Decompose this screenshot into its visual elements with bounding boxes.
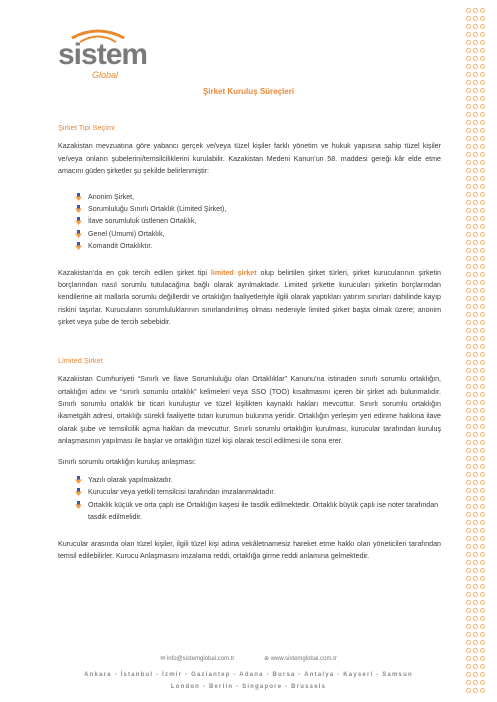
decorative-ring bbox=[466, 632, 471, 637]
decorative-ring bbox=[473, 632, 478, 637]
decorative-ring bbox=[466, 280, 471, 285]
footer-email[interactable]: ✉ info@sistemglobal.com.tr bbox=[160, 656, 235, 662]
highlight-limited-sirket: limited şirket bbox=[210, 268, 257, 277]
decorative-ring bbox=[473, 512, 478, 517]
decorative-ring bbox=[466, 64, 471, 69]
decorative-ring bbox=[473, 600, 478, 605]
decorative-border-left bbox=[466, 8, 472, 693]
arrow-down-bullet-icon bbox=[75, 488, 82, 496]
decorative-ring bbox=[480, 312, 485, 317]
arrow-down-bullet-icon bbox=[75, 205, 82, 213]
list-item: Genel (Umumi) Ortaklık, bbox=[75, 228, 441, 240]
decorative-ring bbox=[473, 424, 478, 429]
decorative-ring bbox=[473, 560, 478, 565]
decorative-ring bbox=[480, 72, 485, 77]
decorative-ring bbox=[473, 568, 478, 573]
decorative-ring bbox=[480, 520, 485, 525]
decorative-ring bbox=[466, 400, 471, 405]
decorative-ring bbox=[480, 264, 485, 269]
decorative-ring bbox=[480, 176, 485, 181]
arrow-down-bullet-icon bbox=[75, 476, 82, 484]
decorative-ring bbox=[473, 320, 478, 325]
decorative-ring bbox=[466, 32, 471, 37]
decorative-ring bbox=[480, 368, 485, 373]
decorative-ring bbox=[480, 136, 485, 141]
decorative-ring bbox=[473, 376, 478, 381]
decorative-ring bbox=[466, 560, 471, 565]
decorative-ring bbox=[480, 128, 485, 133]
decorative-ring bbox=[473, 296, 478, 301]
decorative-ring bbox=[480, 168, 485, 173]
decorative-ring bbox=[473, 184, 478, 189]
decorative-ring bbox=[466, 176, 471, 181]
decorative-ring bbox=[473, 408, 478, 413]
decorative-ring bbox=[480, 384, 485, 389]
decorative-ring bbox=[480, 328, 485, 333]
decorative-ring bbox=[480, 664, 485, 669]
decorative-ring bbox=[466, 488, 471, 493]
decorative-ring bbox=[466, 136, 471, 141]
arrow-down-bullet-icon bbox=[75, 217, 82, 225]
decorative-ring bbox=[480, 344, 485, 349]
decorative-ring bbox=[466, 552, 471, 557]
decorative-ring bbox=[466, 296, 471, 301]
decorative-ring bbox=[473, 288, 478, 293]
decorative-ring bbox=[480, 48, 485, 53]
decorative-ring bbox=[466, 320, 471, 325]
decorative-ring bbox=[466, 184, 471, 189]
decorative-ring bbox=[466, 16, 471, 21]
decorative-ring bbox=[473, 104, 478, 109]
decorative-ring bbox=[466, 432, 471, 437]
decorative-ring bbox=[466, 328, 471, 333]
decorative-ring bbox=[466, 576, 471, 581]
decorative-ring bbox=[480, 256, 485, 261]
decorative-ring bbox=[466, 112, 471, 117]
paragraph-agreement-intro: Sınırlı sorumlu ortaklığın kuruluş anlaşması: bbox=[58, 457, 196, 466]
decorative-ring bbox=[480, 488, 485, 493]
decorative-ring bbox=[466, 152, 471, 157]
decorative-ring bbox=[466, 480, 471, 485]
decorative-ring bbox=[480, 400, 485, 405]
decorative-ring bbox=[480, 568, 485, 573]
decorative-ring bbox=[466, 80, 471, 85]
footer-cities-turkey: Ankara - İstanbul - İzmir - Gaziantep - Adana - Bursa - Antalya - Kayseri - Samsun bbox=[84, 672, 413, 678]
company-types-list bbox=[58, 191, 441, 253]
decorative-border-middle bbox=[473, 8, 479, 693]
decorative-ring bbox=[480, 24, 485, 29]
decorative-ring bbox=[480, 616, 485, 621]
decorative-ring bbox=[473, 616, 478, 621]
decorative-ring bbox=[473, 472, 478, 477]
decorative-ring bbox=[466, 368, 471, 373]
decorative-ring bbox=[466, 224, 471, 229]
decorative-ring bbox=[480, 40, 485, 45]
decorative-ring bbox=[473, 432, 478, 437]
decorative-ring bbox=[473, 8, 478, 13]
decorative-ring bbox=[480, 352, 485, 357]
decorative-ring bbox=[480, 496, 485, 501]
decorative-ring bbox=[473, 248, 478, 253]
decorative-ring bbox=[480, 600, 485, 605]
decorative-ring bbox=[480, 144, 485, 149]
decorative-ring bbox=[480, 360, 485, 365]
decorative-ring bbox=[473, 360, 478, 365]
decorative-ring bbox=[480, 280, 485, 285]
decorative-ring bbox=[480, 576, 485, 581]
arrow-down-bullet-icon bbox=[75, 193, 82, 201]
decorative-ring bbox=[473, 240, 478, 245]
decorative-ring bbox=[466, 424, 471, 429]
agreement-list bbox=[58, 474, 441, 524]
decorative-ring bbox=[466, 56, 471, 61]
decorative-ring bbox=[466, 448, 471, 453]
decorative-ring bbox=[473, 192, 478, 197]
decorative-ring bbox=[466, 8, 471, 13]
decorative-ring bbox=[480, 432, 485, 437]
decorative-ring bbox=[473, 368, 478, 373]
decorative-ring bbox=[466, 472, 471, 477]
decorative-ring bbox=[466, 208, 471, 213]
decorative-ring bbox=[466, 504, 471, 509]
decorative-ring bbox=[466, 544, 471, 549]
decorative-ring bbox=[466, 312, 471, 317]
decorative-ring bbox=[480, 240, 485, 245]
decorative-ring bbox=[480, 424, 485, 429]
decorative-ring bbox=[466, 120, 471, 125]
decorative-ring bbox=[480, 416, 485, 421]
decorative-ring bbox=[480, 160, 485, 165]
decorative-ring bbox=[480, 8, 485, 13]
paragraph-representation: Kurucular arasında olan tüzel kişiler, ilgili tüzel kişi adına vekâletnamesiz hareket etme hakkı olan yöneticileri tarafından temsil edilebilirler. Kurucu Anlaşmasını imzalama reddi, ortaklığa girme reddi anlamına gelmektedir. bbox=[58, 539, 441, 560]
decorative-ring bbox=[480, 208, 485, 213]
decorative-ring bbox=[473, 416, 478, 421]
decorative-ring bbox=[480, 152, 485, 157]
decorative-ring bbox=[473, 528, 478, 533]
decorative-ring bbox=[466, 144, 471, 149]
decorative-ring bbox=[480, 32, 485, 37]
decorative-ring bbox=[466, 72, 471, 77]
arrow-down-bullet-icon bbox=[75, 230, 82, 238]
decorative-ring bbox=[473, 40, 478, 45]
decorative-ring bbox=[466, 528, 471, 533]
decorative-ring bbox=[466, 584, 471, 589]
list-item: Komandit Ortaklıktır. bbox=[75, 240, 441, 252]
decorative-ring bbox=[466, 264, 471, 269]
decorative-ring bbox=[473, 112, 478, 117]
decorative-ring bbox=[466, 304, 471, 309]
decorative-ring bbox=[480, 112, 485, 117]
decorative-ring bbox=[473, 232, 478, 237]
footer-website[interactable]: ⊕ www.sistemglobal.com.tr bbox=[264, 656, 337, 662]
decorative-ring bbox=[466, 344, 471, 349]
decorative-ring bbox=[480, 440, 485, 445]
decorative-ring bbox=[480, 80, 485, 85]
decorative-ring bbox=[473, 400, 478, 405]
decorative-ring bbox=[466, 416, 471, 421]
decorative-ring bbox=[480, 464, 485, 469]
decorative-ring bbox=[473, 24, 478, 29]
decorative-ring bbox=[480, 224, 485, 229]
decorative-ring bbox=[466, 192, 471, 197]
decorative-ring bbox=[466, 168, 471, 173]
decorative-ring bbox=[480, 56, 485, 61]
document-body bbox=[58, 122, 441, 562]
decorative-ring bbox=[466, 496, 471, 501]
decorative-ring bbox=[473, 480, 478, 485]
decorative-ring bbox=[473, 56, 478, 61]
decorative-ring bbox=[480, 408, 485, 413]
decorative-ring bbox=[480, 528, 485, 533]
decorative-ring bbox=[480, 640, 485, 645]
section-heading-company-type: Şirket Tipi Seçimi bbox=[58, 123, 115, 132]
decorative-ring bbox=[466, 464, 471, 469]
decorative-ring bbox=[473, 464, 478, 469]
decorative-ring bbox=[466, 536, 471, 541]
decorative-ring bbox=[480, 536, 485, 541]
paragraph-limited-law: Kazakistan Cumhuriyeti “Sınırlı ve İlave Sorumluluğu olan Ortaklıklar” Kanunu’na istinaden sınırlı sorumlu ortaklığın, ortaklığın adını ve “sınırlı sorumlu ortaklık” kelimeleri veya SSO (TOO) kısaltmasını içeren bir şirket adı bulunmalıdır. Sınırlı sorumlu ortaklık bir ticari kuruluştur ve tüzel kişilikten kaynaklı hakları mevcuttur. Sınırlı sorumlu ortaklığın ikametgâh adresi, ortaklığı sürekli faaliyette tutan kurumun bulunma yeridir. Ortaklığın yerleşim yeri edinme hakkına ilave olarak şube ve temsilcilik açma hakları da mevcuttur. Sınırlı sorumlu ortaklığın kurulması, kurucular tarafından kuruluş anlaşmasının yapılması ile başlar ve ortaklığın tüzel kişi olarak tescil edilmesi ile sona erer. bbox=[58, 375, 441, 446]
section-heading-limited: Limited Şirket bbox=[58, 355, 103, 365]
arrow-down-bullet-icon bbox=[75, 242, 82, 250]
decorative-ring bbox=[466, 240, 471, 245]
decorative-ring bbox=[473, 160, 478, 165]
decorative-ring bbox=[473, 224, 478, 229]
decorative-ring bbox=[473, 584, 478, 589]
decorative-ring bbox=[466, 336, 471, 341]
decorative-ring bbox=[466, 48, 471, 53]
decorative-ring bbox=[473, 504, 478, 509]
decorative-ring bbox=[480, 288, 485, 293]
decorative-ring bbox=[480, 624, 485, 629]
decorative-ring bbox=[473, 344, 478, 349]
decorative-ring bbox=[473, 592, 478, 597]
decorative-ring bbox=[480, 120, 485, 125]
decorative-ring bbox=[473, 456, 478, 461]
decorative-ring bbox=[480, 336, 485, 341]
decorative-ring bbox=[473, 32, 478, 37]
decorative-ring bbox=[466, 24, 471, 29]
decorative-ring bbox=[473, 208, 478, 213]
decorative-ring bbox=[480, 584, 485, 589]
decorative-ring bbox=[480, 472, 485, 477]
decorative-ring bbox=[466, 600, 471, 605]
decorative-ring bbox=[473, 72, 478, 77]
decorative-ring bbox=[473, 200, 478, 205]
page-title: Şirket Kuruluş Süreçleri bbox=[202, 87, 295, 96]
decorative-ring bbox=[480, 232, 485, 237]
decorative-ring bbox=[473, 336, 478, 341]
decorative-ring bbox=[480, 392, 485, 397]
decorative-ring bbox=[473, 384, 478, 389]
decorative-ring bbox=[480, 544, 485, 549]
decorative-ring bbox=[480, 104, 485, 109]
decorative-ring bbox=[466, 616, 471, 621]
decorative-ring bbox=[473, 144, 478, 149]
logo-word: sistem bbox=[58, 38, 148, 71]
list-item: Anonim Şirket, bbox=[75, 191, 441, 203]
paragraph-limited-preference: Kazakistan’da en çok tercih edilen şirket tipi limited şirket olup belirtilen şirket türleri, şirket kurucularının şirketin borçlarından nasıl sorumlu tutulacağına bağlı olarak ayrılmaktadır. Limited şirkette kurucuları şirketin borçlarından kendilerine ait mallarla sorumlu değillerdir ve ortaklığın faaliyetleriyle ilgili olarak yaptıkları yatırım sınırları dahilinde kayıp riskini taşırlar. Kurucuların sorumluluklarının sınırlandırılmış olması nedeniyle limited şirket başta olmak üzere; anonim şirket veya şube de tercih sebebidir. bbox=[58, 268, 441, 327]
decorative-ring bbox=[466, 128, 471, 133]
decorative-ring bbox=[473, 440, 478, 445]
decorative-ring bbox=[466, 232, 471, 237]
decorative-ring bbox=[473, 536, 478, 541]
decorative-ring bbox=[473, 648, 478, 653]
decorative-ring bbox=[466, 512, 471, 517]
decorative-ring bbox=[473, 544, 478, 549]
decorative-ring bbox=[466, 392, 471, 397]
decorative-ring bbox=[473, 328, 478, 333]
decorative-ring bbox=[466, 640, 471, 645]
decorative-ring bbox=[473, 136, 478, 141]
decorative-ring bbox=[473, 576, 478, 581]
decorative-ring bbox=[480, 216, 485, 221]
decorative-ring bbox=[473, 608, 478, 613]
decorative-ring bbox=[480, 296, 485, 301]
decorative-ring bbox=[473, 216, 478, 221]
decorative-ring bbox=[473, 16, 478, 21]
decorative-ring bbox=[466, 272, 471, 277]
decorative-ring bbox=[473, 552, 478, 557]
decorative-ring bbox=[466, 608, 471, 613]
decorative-ring bbox=[466, 200, 471, 205]
decorative-ring bbox=[480, 512, 485, 517]
decorative-ring bbox=[480, 560, 485, 565]
decorative-ring bbox=[480, 272, 485, 277]
decorative-ring bbox=[466, 384, 471, 389]
decorative-ring bbox=[473, 80, 478, 85]
list-item: Ortaklık küçük ve orta çaplı ise Ortaklığın kaşesi ile tasdik edilmektedir. Ortaklık büyük çaplı ise noter tarafından tasdik edilmelidir. bbox=[75, 499, 441, 524]
decorative-ring bbox=[466, 624, 471, 629]
arrow-down-bullet-icon bbox=[75, 501, 82, 509]
list-item: Yazılı olarak yapılmaktadır. bbox=[75, 474, 441, 486]
decorative-ring bbox=[466, 520, 471, 525]
decorative-ring bbox=[473, 256, 478, 261]
decorative-ring bbox=[480, 504, 485, 509]
decorative-ring bbox=[466, 216, 471, 221]
decorative-ring bbox=[473, 448, 478, 453]
decorative-ring bbox=[466, 456, 471, 461]
decorative-ring bbox=[466, 440, 471, 445]
decorative-ring bbox=[466, 96, 471, 101]
decorative-ring bbox=[480, 96, 485, 101]
decorative-ring bbox=[473, 264, 478, 269]
decorative-ring bbox=[466, 360, 471, 365]
decorative-ring bbox=[466, 648, 471, 653]
decorative-ring bbox=[466, 376, 471, 381]
decorative-ring bbox=[473, 64, 478, 69]
decorative-ring bbox=[466, 40, 471, 45]
decorative-ring bbox=[466, 256, 471, 261]
decorative-ring bbox=[473, 152, 478, 157]
decorative-ring bbox=[473, 120, 478, 125]
decorative-ring bbox=[466, 664, 471, 669]
list-item: Kurucular veya yetkili temsilcisi tarafından imzalanmaktadır. bbox=[75, 486, 441, 498]
decorative-ring bbox=[480, 376, 485, 381]
decorative-border-right bbox=[480, 8, 486, 693]
decorative-ring bbox=[466, 408, 471, 413]
decorative-ring bbox=[480, 448, 485, 453]
decorative-ring bbox=[466, 352, 471, 357]
decorative-ring bbox=[480, 320, 485, 325]
decorative-ring bbox=[480, 480, 485, 485]
decorative-ring bbox=[480, 192, 485, 197]
decorative-ring bbox=[480, 200, 485, 205]
decorative-ring bbox=[480, 648, 485, 653]
decorative-ring bbox=[480, 608, 485, 613]
decorative-ring bbox=[466, 160, 471, 165]
decorative-ring bbox=[480, 248, 485, 253]
footer-contact bbox=[0, 655, 497, 662]
decorative-ring bbox=[466, 592, 471, 597]
decorative-ring bbox=[480, 64, 485, 69]
decorative-ring bbox=[473, 312, 478, 317]
decorative-ring bbox=[466, 248, 471, 253]
list-item: İlave sorumluluk üstlenen Ortaklık, bbox=[75, 215, 441, 227]
decorative-ring bbox=[473, 392, 478, 397]
decorative-ring bbox=[473, 272, 478, 277]
decorative-ring bbox=[480, 16, 485, 21]
decorative-ring bbox=[466, 568, 471, 573]
decorative-ring bbox=[473, 640, 478, 645]
decorative-ring bbox=[473, 352, 478, 357]
decorative-ring bbox=[466, 288, 471, 293]
paragraph-intro: Kazakistan mevzuatına göre yabancı gerçek ve/veya tüzel kişiler farklı yönetim ve hukuk yapısına sahip tüzel kişiler ve/veya onların şubelerini/temsilciliklerini kurulabilir. Kazakistan Medeni Kanun’un 58. maddesi gereği kâr elde etme amacını güden şirketler şu şekilde belirlenmiştir: bbox=[58, 142, 441, 176]
decorative-ring bbox=[480, 304, 485, 309]
decorative-ring bbox=[480, 632, 485, 637]
decorative-ring bbox=[480, 184, 485, 189]
decorative-ring bbox=[473, 176, 478, 181]
decorative-ring bbox=[473, 624, 478, 629]
decorative-ring bbox=[466, 104, 471, 109]
decorative-ring bbox=[480, 456, 485, 461]
list-item: Sorumluluğu Sınırlı Ortaklık (Limited Şirket), bbox=[75, 203, 441, 215]
decorative-ring bbox=[473, 280, 478, 285]
decorative-ring bbox=[480, 592, 485, 597]
decorative-ring bbox=[473, 488, 478, 493]
decorative-ring bbox=[473, 168, 478, 173]
decorative-ring bbox=[473, 48, 478, 53]
decorative-ring bbox=[473, 664, 478, 669]
decorative-ring bbox=[473, 128, 478, 133]
decorative-ring bbox=[473, 496, 478, 501]
decorative-ring bbox=[473, 96, 478, 101]
footer-cities-international: London - Berlin - Singapore - Brussels bbox=[170, 684, 327, 690]
decorative-ring bbox=[473, 304, 478, 309]
decorative-ring bbox=[473, 520, 478, 525]
logo-subtitle: Global bbox=[92, 70, 119, 80]
decorative-ring bbox=[480, 552, 485, 557]
